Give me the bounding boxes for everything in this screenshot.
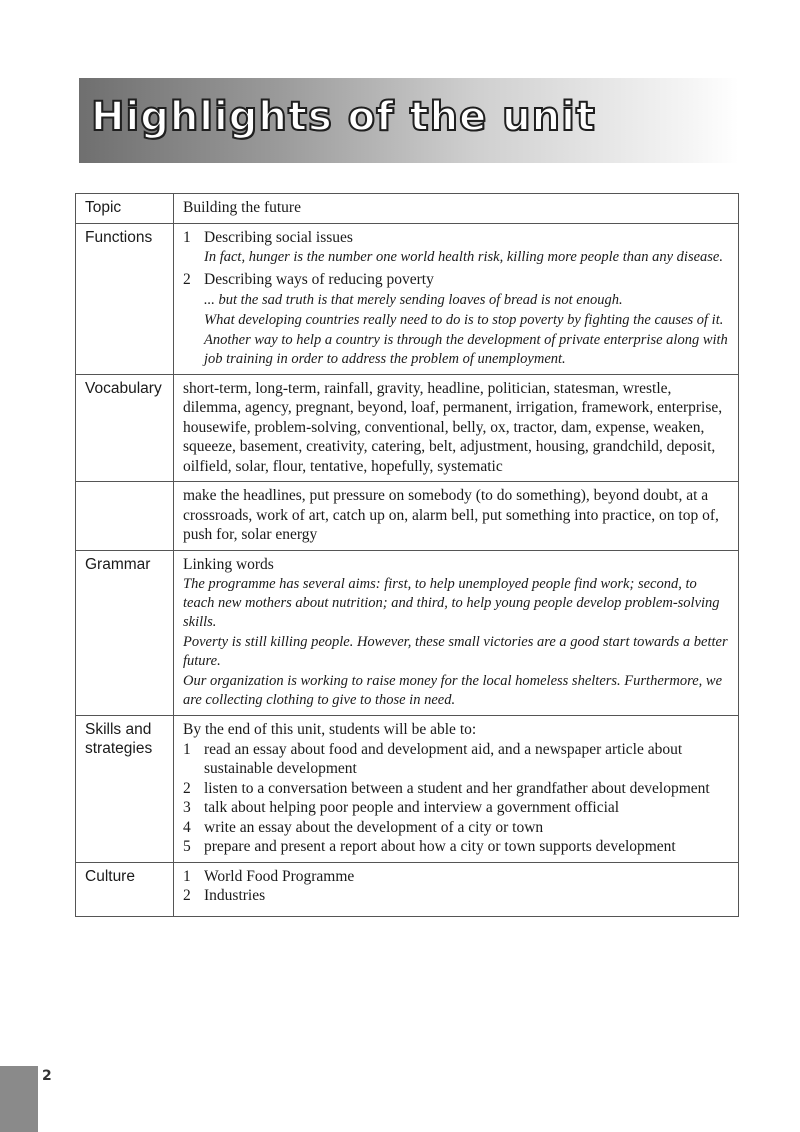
skills-label: Skills and strategies	[76, 716, 174, 863]
skills-content	[174, 716, 739, 863]
item-number: 1	[183, 228, 191, 246]
skills-item	[183, 837, 730, 857]
item-text: Describing ways of reducing poverty	[204, 271, 434, 288]
item-number: 1	[183, 740, 191, 758]
item-text: World Food Programme	[204, 867, 355, 885]
banner-title: Highlights of the unit	[91, 94, 596, 140]
topic-row	[76, 194, 739, 224]
item-text: talk about helping poor people and interview a government official	[204, 799, 620, 816]
grammar-content	[174, 550, 739, 716]
item-number: 2	[183, 887, 191, 904]
skills-item	[183, 818, 730, 838]
item-text: write an essay about the development of a city or town	[204, 818, 544, 836]
item-number: 1	[183, 867, 191, 885]
item-number: 5	[183, 838, 191, 855]
skills-intro: By the end of this unit, students will be able to:	[183, 721, 477, 738]
item-number: 3	[183, 799, 191, 816]
page-number: 2	[42, 1068, 52, 1084]
grammar-label: Grammar	[76, 550, 174, 716]
item-text: read an essay about food and development aid, and a newspaper article about sustainable development	[204, 740, 683, 777]
skills-item	[183, 779, 730, 799]
example-sentence: ... but the sad truth is that merely sending loaves of bread is not enough.	[204, 291, 623, 308]
topic-label: Topic	[76, 194, 174, 224]
skills-item	[183, 798, 730, 818]
culture-row	[76, 862, 739, 916]
grammar-row	[76, 550, 739, 716]
item-number: 4	[183, 818, 191, 836]
functions-row	[76, 223, 739, 374]
item-number: 2	[183, 271, 191, 288]
vocabulary-words: short-term, long-term, rainfall, gravity, headline, politician, statesman, wrestle, dilemma, agency, pregnant, beyond, loaf, permanent, irrigation, framework, enterprise, housewife, problem-solving, conventional, belly, ox, tractor, dam, expense, weaken, squeeze, basement, creativity, catering, belt, adjustment, housing, grandchild, deposit, oilfield, solar, flour, tentative, hopefully, systematic	[174, 374, 739, 482]
grammar-heading: Linking words	[183, 555, 274, 573]
culture-item	[183, 886, 730, 906]
skills-row	[76, 716, 739, 863]
empty-label-cell	[76, 482, 174, 551]
vocabulary-label: Vocabulary	[76, 374, 174, 482]
item-number: 2	[183, 779, 191, 797]
vocabulary-words-row	[76, 374, 739, 482]
functions-content	[174, 223, 739, 374]
culture-label: Culture	[76, 862, 174, 916]
grammar-example: The programme has several aims: first, to help unemployed people find work; second, to teach new mothers about nutrition; and third, to help young people develop problem-solving skills.	[183, 576, 720, 630]
culture-content	[174, 862, 739, 916]
vocabulary-phrases-row	[76, 482, 739, 551]
unit-banner	[79, 78, 739, 163]
item-text: Industries	[204, 887, 266, 904]
culture-item	[183, 867, 730, 887]
example-sentence: In fact, hunger is the number one world health risk, killing more people than any disease.	[204, 249, 723, 265]
highlights-table	[75, 193, 739, 917]
functions-label: Functions	[76, 223, 174, 374]
example-sentence: Another way to help a country is through the development of private enterprise along with job training in order to address the problem of unemployment.	[204, 331, 728, 367]
example-sentence: What developing countries really need to do is to stop poverty by fighting the causes of it.	[204, 311, 724, 328]
functions-item	[183, 228, 730, 248]
item-text: listen to a conversation between a student and her grandfather about development	[204, 779, 710, 797]
vocabulary-phrases: make the headlines, put pressure on somebody (to do something), beyond doubt, at a crossroads, work of art, catch up on, alarm bell, put something into practice, on top of, push for, solar energy	[174, 482, 739, 551]
skills-item	[183, 740, 730, 779]
grammar-example: Poverty is still killing people. However, these small victories are a good start towards a better future.	[183, 634, 728, 669]
item-text: Describing social issues	[204, 228, 353, 246]
item-text: prepare and present a report about how a city or town supports development	[204, 838, 676, 855]
grammar-example: Our organization is working to raise money for the local homeless shelters. Furthermore, we are collecting clothing to give to those in need.	[183, 673, 723, 708]
functions-item	[183, 270, 730, 290]
page-corner-tab	[0, 1066, 38, 1132]
topic-value: Building the future	[174, 194, 739, 224]
